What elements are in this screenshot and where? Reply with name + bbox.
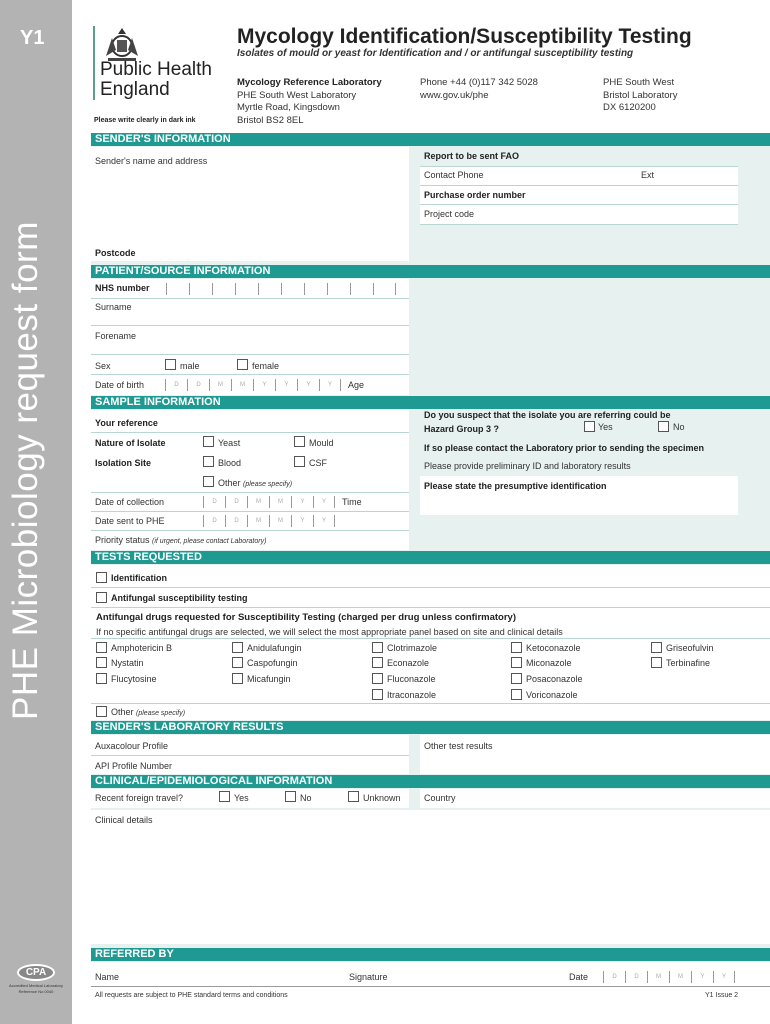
blood-checkbox[interactable] (203, 456, 214, 467)
csf-label: CSF (309, 458, 327, 468)
drugs-heading: Antifungal drugs requested for Susceptibility Testing (charged per drug unless confirmatory) (96, 612, 516, 623)
cpa-logo (4, 962, 68, 995)
website: www.gov.uk/phe (420, 89, 489, 101)
lab-address-line: Myrtle Road, Kingsdown (237, 102, 340, 113)
susceptibility-label: Antifungal susceptibility testing (111, 593, 248, 603)
hazard-no-label: No (673, 422, 685, 432)
drug-checkbox[interactable] (96, 673, 107, 684)
signature-label: Signature (349, 972, 388, 982)
drug-label: Caspofungin (247, 658, 298, 668)
yeast-label: Yeast (218, 438, 241, 448)
postcode-label: Postcode (95, 248, 136, 258)
your-ref-label: Your reference (95, 418, 158, 428)
identification-checkbox[interactable] (96, 572, 107, 583)
drug-label: Terbinafine (666, 658, 711, 668)
drug-checkbox[interactable] (511, 642, 522, 653)
dob-digit: D (187, 379, 209, 391)
report-fao-label: Report to be sent FAO (424, 151, 520, 161)
auxacolour-label: Auxacolour Profile (95, 741, 169, 751)
site-line: PHE South West (603, 77, 675, 88)
drug-checkbox[interactable] (651, 657, 662, 668)
dob-digit: Y (253, 379, 275, 391)
drug-checkbox[interactable] (96, 642, 107, 653)
blood-label: Blood (218, 458, 242, 468)
lab-address-line: Bristol BS2 8EL (237, 114, 304, 126)
dob-digit: Y (319, 379, 341, 391)
issue-label: Y1 Issue 2 (705, 992, 739, 999)
sent-date-boxes[interactable]: D D M M Y Y (203, 515, 335, 527)
clinical-details-label: Clinical details (95, 815, 153, 825)
drug-checkbox[interactable] (372, 657, 383, 668)
travel-no-checkbox[interactable] (285, 791, 296, 802)
travel-yes-checkbox[interactable] (219, 791, 230, 802)
dob-boxes[interactable] (165, 379, 341, 391)
referrer-name-label: Name (95, 972, 120, 982)
travel-unknown-label: Unknown (363, 793, 401, 803)
other-drug-label: Other (please specify) (111, 707, 186, 717)
sidebar (0, 0, 72, 1024)
susceptibility-checkbox[interactable] (96, 592, 107, 603)
drug-checkbox[interactable] (651, 642, 662, 653)
drug-checkbox[interactable] (372, 673, 383, 684)
mould-checkbox[interactable] (294, 436, 305, 447)
csf-checkbox[interactable] (294, 456, 305, 467)
purchase-order-label: Purchase order number (424, 190, 526, 200)
sent-label: Date sent to PHE (95, 516, 165, 526)
contact-phone-label: Contact Phone (424, 170, 484, 180)
female-checkbox[interactable] (237, 359, 248, 370)
sender-heading: SENDER'S INFORMATION (91, 133, 770, 146)
drug-label: Itraconazole (387, 690, 437, 700)
referred-date-boxes[interactable]: D D M M Y Y (603, 971, 735, 983)
cpa-logo-text: CPA (17, 964, 55, 981)
yeast-checkbox[interactable] (203, 436, 214, 447)
country-field[interactable] (420, 789, 770, 808)
clinical-details-field[interactable] (91, 810, 770, 944)
collection-label: Date of collection (95, 497, 165, 507)
drug-checkbox[interactable] (511, 673, 522, 684)
project-code-label: Project code (424, 209, 475, 219)
nhs-label: NHS number (95, 283, 150, 293)
drug-checkbox[interactable] (232, 657, 243, 668)
hazard-yes-checkbox[interactable] (584, 421, 595, 432)
time-label: Time (342, 497, 362, 507)
hazard-question-2: Hazard Group 3 ? (424, 424, 500, 434)
sender-name-label: Sender's name and address (95, 156, 208, 166)
presumptive-label: Please state the presumptive identification (424, 481, 607, 491)
prelim-note: Please provide preliminary ID and laboratory results (424, 461, 631, 471)
lab-name: Mycology Reference Laboratory (237, 77, 382, 88)
hazard-question-1: Do you suspect that the isolate you are referring could be (424, 410, 671, 420)
patient-heading: PATIENT/SOURCE INFORMATION (91, 265, 770, 278)
drug-label: Griseofulvin (666, 643, 714, 653)
travel-yes-label: Yes (234, 793, 249, 803)
hazard-yes-label: Yes (598, 422, 613, 432)
dob-digit: M (231, 379, 253, 391)
male-checkbox[interactable] (165, 359, 176, 370)
drug-label: Posaconazole (526, 674, 583, 684)
nhs-number-boxes[interactable] (166, 283, 396, 295)
site-label: Isolation Site (95, 458, 152, 468)
forename-label: Forename (95, 331, 137, 341)
female-label: female (252, 361, 280, 371)
drug-label: Econazole (387, 658, 430, 668)
priority-label: Priority status (if urgent, please contact Laboratory) (95, 535, 267, 545)
drug-label: Fluconazole (387, 674, 436, 684)
dob-digit: D (165, 379, 187, 391)
tests-heading: TESTS REQUESTED (91, 551, 770, 564)
travel-label: Recent foreign travel? (95, 793, 184, 803)
page-title: Mycology Identification/Susceptibility Testing (237, 25, 692, 48)
site-line: Bristol Laboratory (603, 89, 678, 101)
referred-heading: REFERRED BY (91, 948, 770, 961)
drug-checkbox[interactable] (372, 689, 383, 700)
drug-checkbox[interactable] (511, 689, 522, 700)
cpa-text: Accredited Medical Laboratory Reference No 0040 (8, 983, 64, 994)
sex-label: Sex (95, 361, 111, 371)
logo-bar (93, 26, 95, 100)
age-label: Age (348, 380, 365, 390)
drug-label: Flucytosine (111, 674, 157, 684)
drug-label: Anidulafungin (247, 643, 302, 653)
hazard-no-checkbox[interactable] (658, 421, 669, 432)
phone: Phone +44 (0)117 342 5028 (420, 77, 538, 88)
surname-label: Surname (95, 302, 132, 312)
site-line: DX 6120200 (603, 102, 656, 113)
drug-checkbox[interactable] (511, 657, 522, 668)
terms-note: All requests are subject to PHE standard terms and conditions (95, 992, 288, 999)
other-site-checkbox[interactable] (203, 476, 214, 487)
logo-line-2: England (100, 79, 170, 100)
drug-checkbox[interactable] (232, 673, 243, 684)
dob-digit: Y (275, 379, 297, 391)
drug-checkbox[interactable] (372, 642, 383, 653)
sample-heading: SAMPLE INFORMATION (91, 396, 770, 409)
other-results-label: Other test results (424, 741, 493, 751)
drug-checkbox[interactable] (96, 657, 107, 668)
drug-label: Micafungin (247, 674, 291, 684)
lab-contact (420, 77, 538, 102)
logo-line-1: Public Health (100, 59, 212, 80)
contact-lab-note: If so please contact the Laboratory prior to sending the specimen (424, 443, 705, 453)
lab-address (237, 77, 382, 127)
api-label: API Profile Number (95, 761, 173, 771)
male-label: male (180, 361, 200, 371)
phe-logo (100, 60, 212, 100)
patient-fields (91, 279, 409, 395)
travel-unknown-checkbox[interactable] (348, 791, 359, 802)
other-drug-checkbox[interactable] (96, 706, 107, 717)
lab-site (603, 77, 677, 115)
country-label: Country (424, 793, 456, 803)
dob-digit: Y (297, 379, 319, 391)
drug-checkbox[interactable] (232, 642, 243, 653)
form-code: Y1 (20, 27, 45, 49)
nature-label: Nature of Isolate (95, 438, 166, 448)
travel-no-label: No (300, 793, 312, 803)
drugs-note: If no specific antifungal drugs are selected, we will select the most appropriate panel based on site and clinical details (96, 627, 563, 637)
collection-date-boxes[interactable]: D D M M Y Y (203, 496, 335, 508)
drug-label: Ketoconazole (526, 643, 581, 653)
drug-label: Voriconazole (526, 690, 578, 700)
mould-label: Mould (309, 438, 334, 448)
lab-results-heading: SENDER'S LABORATORY RESULTS (91, 721, 770, 734)
page-subtitle: Isolates of mould or yeast for Identification and / or antifungal susceptibility testing (237, 48, 634, 59)
drug-label: Nystatin (111, 658, 144, 668)
vertical-title: PHE Microbiology request form (6, 221, 45, 720)
other-site-label: Other (please specify) (218, 478, 293, 488)
ext-label: Ext (641, 170, 655, 180)
dob-label: Date of birth (95, 380, 145, 390)
identification-label: Identification (111, 573, 167, 583)
clinical-heading: CLINICAL/EPIDEMIOLOGICAL INFORMATION (91, 775, 770, 788)
write-note: Please write clearly in dark ink (94, 117, 196, 124)
lab-address-line: PHE South West Laboratory (237, 89, 357, 101)
drug-label: Clotrimazole (387, 643, 438, 653)
referred-date-label: Date (569, 972, 589, 982)
drug-label: Amphotericin B (111, 643, 173, 653)
drug-label: Miconazole (526, 658, 572, 668)
dob-digit: M (209, 379, 231, 391)
